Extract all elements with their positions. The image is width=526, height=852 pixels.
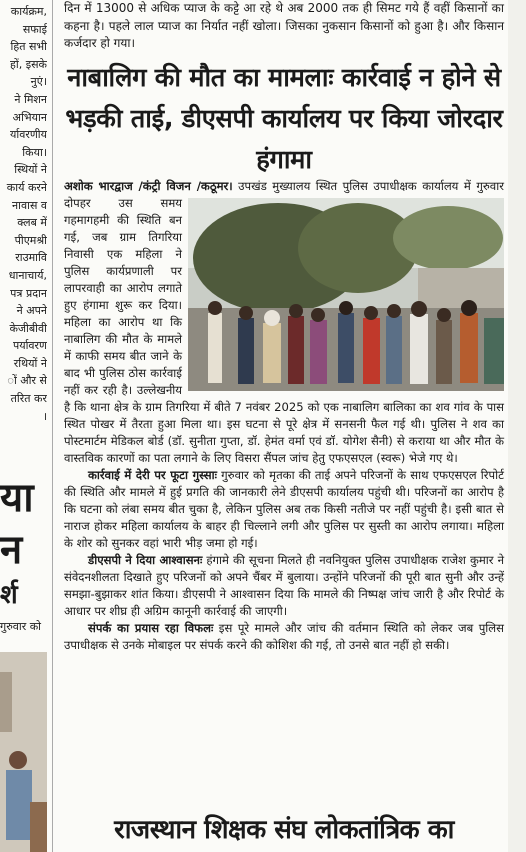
left-column-line: राउमावि (15, 251, 47, 265)
left-photo (0, 652, 47, 852)
subhead-contact: संपर्क का प्रयास रहा विफलः (88, 621, 214, 635)
article-photo (188, 198, 504, 391)
article-body (64, 178, 504, 654)
left-column-line: पीएमश्री (14, 233, 47, 247)
left-column-lines (0, 3, 47, 425)
para-contact: इस पूरे मामले और जांच की वर्तमान स्थिति को लेकर जब पुलिस उपाधीक्षक से उनके मोबाइल पर संपर्क करने की कोशिश की गई, तो उनसे बात नहीं हो सकी। (64, 621, 504, 652)
left-column-line: हों, इसके (10, 57, 47, 71)
para-delay: गुरुवार को मृतका की ताई अपने परिजनों के साथ एफएसएल रिपोर्ट की स्थिति और मामले में हुई प्रगति की जानकारी लेने डीएसपी कार्यालय पहुंची थी। परिजनों का आरोप है कि घटना को लंबा समय बीत चुका है, लेकिन पुलिस अब तक किसी नतीजे पर नहीं पहुंची है। इसी बात से नाराज होकर महिला कार्यालय के बाहर ही चिल्लाने लगी और पुलिस पर सुस्ती का आरोप लगाया। महिला के शोर को सुनकर वहां भारी भीड़ जमा हो गई। (64, 468, 504, 550)
left-big-glyph-3: र्श (0, 580, 18, 610)
left-column-line: पर्यावरण (12, 339, 47, 353)
left-bottom-text: गुरुवार को (0, 620, 42, 633)
article-lead: उपखंड मुख्यालय स्थित पुलिस उपाधीक्षक कार्यालय में गुरुवार दोपहर उस समय गहमागहमी की स्थिति बन गई, जब ग्राम तिगरिया निवासी एक महिला ने पुलिस कार्यप्रणाली पर लापरवाही का आरोप लगाते हुए हंगामा शुरू कर दिया। महिला का आरोप था कि नाबालिग की मौत के मामले में काफी समय बीत जाने के बाद भी पुलिस ठोस कार्रवाई नहीं कर रही है। (64, 179, 504, 397)
left-column-line: हित सभी (10, 40, 47, 54)
left-column-line: किया। (22, 145, 47, 159)
left-column-line: केजीबीवी (9, 321, 47, 335)
left-column-line: पत्र प्रदान (10, 286, 47, 300)
para-dsp: हंगामे की सूचना मिलते ही नवनियुक्त पुलिस उपाधीक्षक राजेश कुमार ने संवेदनशीलता दिखाते हुए परिजनों को अपने चैंबर में बुलाया। उन्होंने परिजनों की पूरी बात सुनी और उन्हें समझा-बुझाकर शांत किया। डीएसपी ने आश्वासन दिया कि मामले की निष्पक्ष जांच जारी है और रिपोर्ट के आधार पर शीघ्र ही अग्रिम कानूनी कार्रवाई की जाएगी। (64, 553, 505, 618)
left-column-line: कार्य करने (6, 180, 47, 194)
left-column-line: सफाई (22, 22, 47, 36)
left-column-line: ने अपने (16, 304, 47, 318)
left-column-line: नावास व (12, 198, 47, 212)
left-column-line: धानाचार्य, (8, 268, 47, 282)
left-big-glyph-2: न (0, 527, 23, 573)
left-column-line: क्लब में (17, 216, 47, 230)
left-neighbour-column (0, 0, 47, 852)
left-column-line: र्यावरणीय (9, 128, 47, 142)
left-column-line: रथियों ने (13, 356, 47, 370)
left-column-line: स्थियों ने (14, 163, 47, 177)
left-column-line: ने मिशन (14, 92, 47, 106)
left-column-line: तरित कर (10, 392, 47, 406)
next-article-headline: राजस्थान शिक्षक संघ लोकतांत्रिक का (114, 815, 454, 845)
article-headline: नाबालिग की मौत का मामलाः कार्रवाई न होने से भड़की ताई, डीएसपी कार्यालय पर किया जोरदार हंगामा (65, 63, 503, 175)
left-column-line: ों और से (7, 374, 47, 388)
subhead-delay: कार्रवाई में देरी पर फूटा गुस्साः (88, 468, 217, 482)
right-margin (508, 0, 526, 852)
article-byline: अशोक भारद्वाज /कंट्री विजन /कठूमर। (64, 179, 233, 193)
column-rule (52, 0, 53, 852)
left-column-line: नुएं। (30, 75, 47, 89)
left-column-line: कार्यक्रम, (10, 5, 47, 18)
previous-article-tail: दिन में 13000 से अधिक प्याज के कट्टे आ रहे थे अब 2000 तक ही सिमट गये हैं वहीं किसानों का कहना है। पहले लाल प्याज का निर्यात नहीं खोला। जिसका नुकसान किसानों को हुआ है। और किसान कर्जदार हो गया। (64, 1, 504, 50)
subhead-dsp: डीएसपी ने दिया आश्वासनः (88, 553, 203, 567)
left-column-line: । (42, 409, 47, 423)
left-column-line: अभियान (12, 110, 47, 124)
left-big-glyph-1: या (0, 475, 34, 521)
article-para1: उल्लेखनीय है कि थाना क्षेत्र के ग्राम तिगरिया में बीते 7 नवंबर 2025 को एक नाबालिग बालिका का शव गांव के पास स्थित पोखर में तैरता हुआ मिला था। इस घटना से पूरे क्षेत्र में सनसनी फैल गई थी। पुलिस ने शव का पोस्टमार्टम मेडिकल बोर्ड (डॉ. सुनीता गुप्ता, डॉ. हेमंत वर्मा एवं डॉ. योगेश सैनी) से कराया था और मौत के वास्तविक कारणों का पता लगाने के लिए विसरा सैंपल जांच हेतु एफएसएल (स्वरू) भेजे गए थे। (64, 383, 504, 465)
